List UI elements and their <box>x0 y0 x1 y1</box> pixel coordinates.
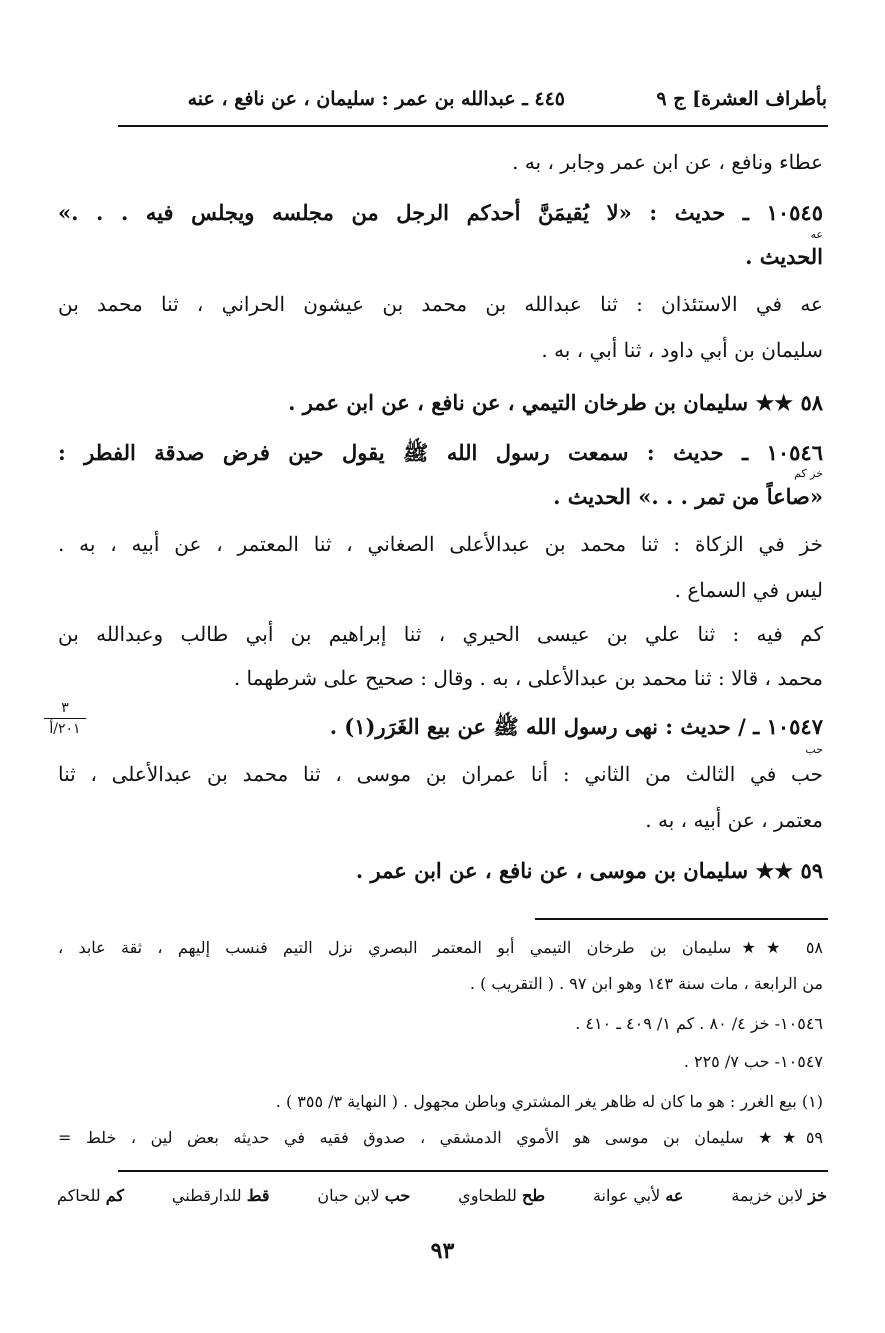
running-header-title: ٤٤٥ ـ عبدالله بن عمر : سليمان ، عن نافع ، عنه <box>187 88 565 110</box>
source-siglum: حب <box>805 743 823 756</box>
source-siglum: عه <box>810 228 823 241</box>
abbreviation-legend <box>57 1186 827 1205</box>
legend-item: خز لابن خزيمة <box>731 1186 827 1205</box>
folio-note-top: ٣ <box>61 700 69 716</box>
text-line: محمد ، قالا : ثنا محمد بن عبدالأعلى ، به . وقال : صحيح على شرطهما . <box>233 666 823 690</box>
legend-item: طح للطحاوي <box>458 1186 546 1205</box>
legend-item: كم للحاكم <box>57 1186 125 1205</box>
footnote-10547: ١٠٥٤٧- حب ٧/ ٢٢٥ . <box>683 1052 823 1071</box>
text-line: عه في الاستئذان : ثنا عبدالله بن محمد بن عيشون الحراني ، ثنا محمد بن <box>58 292 823 316</box>
hadith-heading-continuation: الحديث . <box>745 244 823 269</box>
footnote-58-cont: من الرابعة ، مات سنة ١٤٣ وهو ابن ٩٧ . ( التقريب ) . <box>469 974 823 993</box>
legend-item: قط للدارقطني <box>171 1186 270 1205</box>
text-line: كم فيه : ثنا علي بن عيسى الحيري ، ثنا إبراهيم بن أبي طالب وعبدالله بن <box>58 622 823 646</box>
footnote-10546: ١٠٥٤٦- خز ٤/ ٨٠ . كم ١/ ٤٠٩ ـ ٤١٠ . <box>575 1014 823 1033</box>
text-line: سليمان بن أبي داود ، ثنا أبي ، به . <box>541 338 823 362</box>
hadith-heading-10545: ١٠٥٤٥ ـ حديث : «لا يُقيمَنَّ أحدكم الرجل من مجلسه ويجلس فيه . . .» <box>58 200 823 225</box>
page-number: ٩٣ <box>430 1238 455 1264</box>
hadith-heading-10547: ١٠٥٤٧ ـ / حديث : نهى رسول الله ﷺ عن بيع الغَرَر(١) . <box>329 714 823 739</box>
narrator-section-59: ٥٩ ★★ سليمان بن موسى ، عن نافع ، عن ابن عمر . <box>355 858 823 883</box>
footnote-rule <box>535 918 828 920</box>
hadith-heading-continuation: «صاعاً من تمر . . .» الحديث . <box>553 484 823 509</box>
legend-item: حب لابن حبان <box>317 1186 411 1205</box>
manuscript-folio-note <box>44 700 86 737</box>
source-siglum: خز كم <box>794 467 823 480</box>
text-line: خز في الزكاة : ثنا محمد بن عبدالأعلى الصغاني ، ثنا المعتمر ، عن أبيه ، به . <box>58 532 823 556</box>
narrator-section-58: ٥٨ ★★ سليمان بن طرخان التيمي ، عن نافع ، عن ابن عمر . <box>288 390 823 415</box>
text-line: ليس في السماع . <box>674 578 823 602</box>
folio-note-bottom: ٢٠١/أ <box>49 721 81 737</box>
footnote-1: (١) بيع الغرر : هو ما كان له ظاهر يغر المشتري وباطن مجهول . ( النهاية ٣/ ٣٥٥ ) . <box>275 1092 823 1111</box>
text-line: معتمر ، عن أبيه ، به . <box>645 808 823 832</box>
running-header-volume: بأطراف العشرة] ج ٩ <box>656 88 827 110</box>
hadith-heading-10546: ١٠٥٤٦ ـ حديث : سمعت رسول الله ﷺ يقول حين فرض صدقة الفطر : <box>58 440 823 465</box>
folio-note-bar <box>44 718 86 719</box>
footnote-59: ٥٩★★ سليمان بن موسى هو الأموي الدمشقي ، صدوق فقيه في حديثه بعض لين ، خلط = <box>58 1128 823 1147</box>
header-rule <box>118 125 828 127</box>
text-line: عطاء ونافع ، عن ابن عمر وجابر ، به . <box>512 150 823 174</box>
footnote-58: ٥٨ ★★سليمان بن طرخان التيمي أبو المعتمر البصري نزل التيم فنسب إليهم ، ثقة عابد ، <box>58 938 823 957</box>
legend-rule <box>118 1170 828 1172</box>
text-line: حب في الثالث من الثاني : أنا عمران بن موسى ، ثنا محمد بن عبدالأعلى ، ثنا <box>58 762 823 786</box>
legend-item: عه لأبي عوانة <box>592 1186 684 1205</box>
